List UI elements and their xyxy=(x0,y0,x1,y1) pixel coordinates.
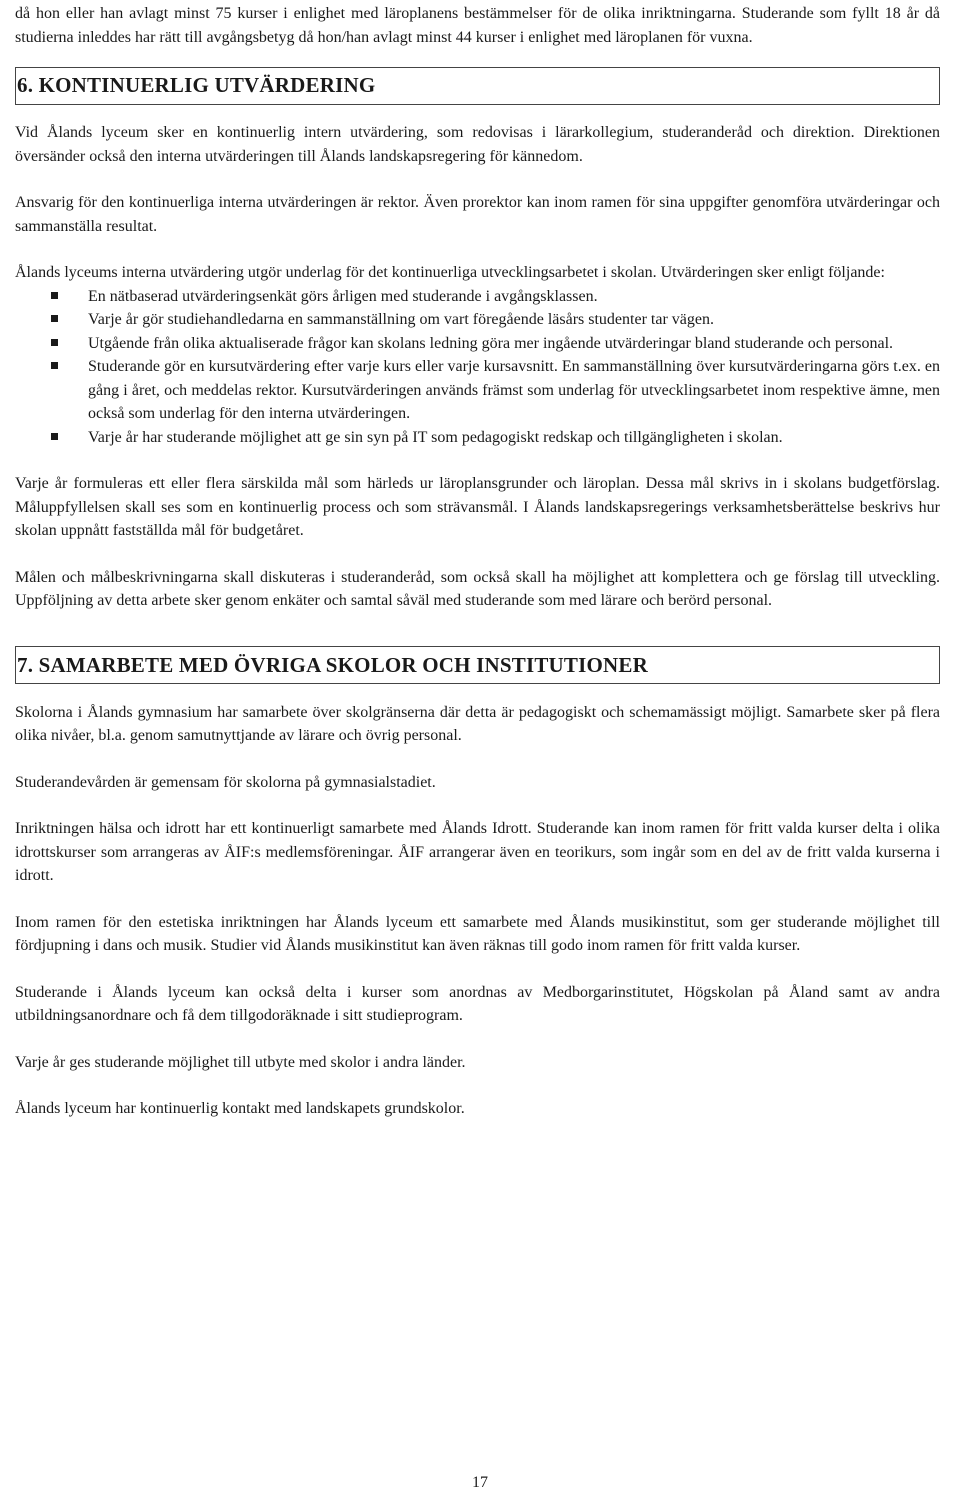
bullet-item: En nätbaserad utvärderingsenkät görs årligen med studerande i avgångsklassen. xyxy=(15,285,940,309)
section-6-followup-paragraph: Målen och målbeskrivningarna skall diskuteras i studeranderåd, som också skall ha möjlighet att komplettera och ge förslag till utveckling. Uppföljning av detta arbete sker genom enkäter och samtal såväl med studerande som med lärare och berörd personal. xyxy=(15,568,940,609)
section-6-paragraph-2: Ansvarig för den kontinuerliga interna utvärderingen är rektor. Även prorektor kan inom ramen för sina uppgifter genomföra utvärderingar och sammanställa resultat. xyxy=(15,194,940,235)
section-7-paragraph-7: Ålands lyceum har kontinuerlig kontakt med landskapets grundskolor. xyxy=(15,1100,465,1117)
section-7-heading: 7. SAMARBETE MED ÖVRIGA SKOLOR OCH INSTITUTIONER xyxy=(15,646,940,684)
section-7-paragraph-3: Inriktningen hälsa och idrott har ett kontinuerligt samarbete med Ålands Idrott. Studerande kan inom ramen för fritt valda kurser delta i olika idrottskurser som arrangeras av ÅIF:s medlemsföreningar. ÅIF arrangerar även en teorikurs, som ingår som en del av de fritt valda kurserna i idrott. xyxy=(15,820,940,884)
document-page xyxy=(15,0,940,1121)
section-7-paragraph-1: Skolorna i Ålands gymnasium har samarbete över skolgränserna där detta är pedagogiskt och schemamässigt möjligt. Samarbete sker på flera olika nivåer, bl.a. genom samutnyttjande av lärare och övrig personal. xyxy=(15,703,940,744)
square-bullet-icon xyxy=(51,315,58,322)
bullet-item: Varje år gör studiehandledarna en sammanställning om vart föregående läsårs studenter tar vägen. xyxy=(15,308,940,332)
page-number: 17 xyxy=(472,1474,488,1491)
square-bullet-icon xyxy=(51,292,58,299)
section-6-paragraph-1: Vid Ålands lyceum sker en kontinuerlig intern utvärdering, som redovisas i lärarkollegium, studeranderåd och direktion. Direktionen översänder också den interna utvärderingen till Ålands landskapsregering för kännedom. xyxy=(15,124,940,165)
intro-paragraph: då hon eller han avlagt minst 75 kurser i enlighet med läroplanens bestämmelser för de olika inriktningarna. Studerande som fyllt 18 år då studierna inleddes har rätt till avgångsbetyg då hon/han avlagt minst 44 kurser i enlighet med läroplanen för vuxna. xyxy=(15,5,940,46)
square-bullet-icon xyxy=(51,339,58,346)
section-7-paragraph-2: Studerandevården är gemensam för skolorna på gymnasialstadiet. xyxy=(15,773,436,791)
bullet-item: Varje år har studerande möjlighet att ge sin syn på IT som pedagogiskt redskap och tillgängligheten i skolan. xyxy=(15,426,940,450)
square-bullet-icon xyxy=(51,433,58,440)
section-7-paragraph-5: Studerande i Ålands lyceum kan också delta i kurser som anordnas av Medborgarinstitutet, Högskolan på Åland samt av andra utbildningsanordnare och få dem tillgodoräknade i sitt studieprogram. xyxy=(15,983,940,1024)
square-bullet-icon xyxy=(51,362,58,369)
bullet-item: Utgående från olika aktualiserade frågor kan skolans ledning göra mer ingående utvärderingar bland studerande och personal. xyxy=(15,332,940,356)
bullet-item: Studerande gör en kursutvärdering efter varje kurs eller varje kursavsnitt. En sammanställning över kursutvärderingarna görs t.ex. en gång i året, och meddelas rektor. Kursutvärderingen används främst som underlag för utvecklingsarbetet inom respektive ämne, men också som underlag för den interna utvärderingen. xyxy=(15,355,940,426)
section-6-goals-paragraph: Varje år formuleras ett eller flera särskilda mål som härleds ur läroplansgrunder och läroplan. Dessa mål skrivs in i skolans budgetförslag. Måluppfyllelsen skall ses som en kontinuerlig process och som strävansmål. I Ålands landskapsregerings verksamhetsberättelse beskrivs hur skolan uppnått fastställda mål för budgetåret. xyxy=(15,475,940,539)
section-6-heading: 6. KONTINUERLIG UTVÄRDERING xyxy=(15,67,940,105)
evaluation-bullet-list xyxy=(15,285,940,450)
section-7-paragraph-4: Inom ramen för den estetiska inriktningen har Ålands lyceum ett samarbete med Ålands musikinstitut, som ger studerande möjlighet till fördjupning i dans och musik. Studier vid Ålands musikinstitut kan även räknas till godo inom ramen för fritt valda kurser. xyxy=(15,913,940,954)
section-6-paragraph-3: Ålands lyceums interna utvärdering utgör underlag för det kontinuerliga utvecklingsarbetet i skolan. Utvärderingen sker enligt följande: xyxy=(15,264,885,281)
section-7-paragraph-6: Varje år ges studerande möjlighet till utbyte med skolor i andra länder. xyxy=(15,1053,466,1071)
